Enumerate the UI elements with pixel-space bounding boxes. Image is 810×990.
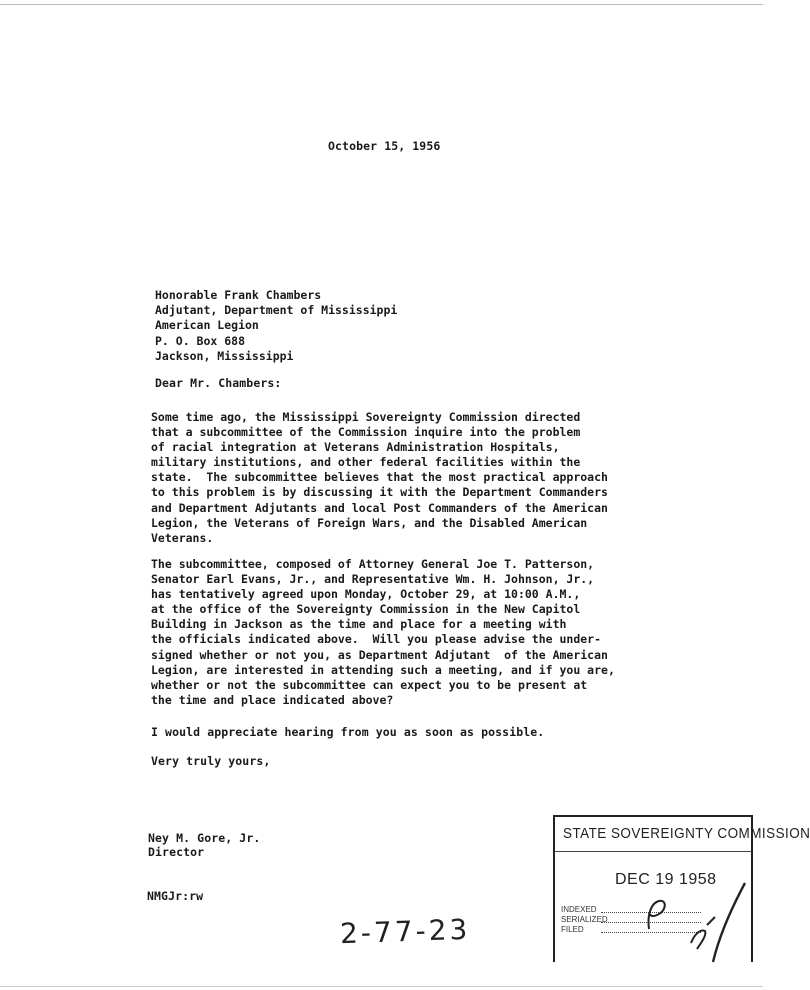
paragraph-line: Building in Jackson as the time and place for a meeting with <box>151 617 567 632</box>
paragraph-line: signed whether or not you, as Department Adjutant of the American <box>151 647 608 662</box>
stamp-title: STATE SOVEREIGNTY COMMISSION <box>563 825 810 842</box>
body-paragraph-2 <box>151 557 615 708</box>
address-line: P. O. Box 688 <box>155 333 246 348</box>
paragraph-line: military institutions, and other federal facilities within the <box>151 455 581 470</box>
paragraph-line: to this problem is by discussing it with the Department Commanders <box>151 485 608 500</box>
stamp-label-filed: FILED <box>561 925 584 934</box>
signer-name: Ney M. Gore, Jr. <box>148 831 261 845</box>
paragraph-line: that a subcommittee of the Commission inquire into the problem <box>151 425 581 440</box>
paragraph-line: at the office of the Sovereignty Commission in the New Capitol <box>151 602 581 617</box>
salutation: Dear Mr. Chambers: <box>155 376 282 390</box>
typist-initials: NMGJr:rw <box>147 889 204 903</box>
paragraph-line: Senator Earl Evans, Jr., and Representative Wm. H. Johnson, Jr., <box>151 572 595 587</box>
paragraph-line: whether or not the subcommittee can expect you to be present at <box>151 677 588 692</box>
complimentary-closing: Very truly yours, <box>151 754 271 768</box>
stamp-label-serialized: SERIALIZED <box>561 915 608 924</box>
paragraph-line: Some time ago, the Mississippi Sovereignty Commission directed <box>151 410 581 424</box>
paragraph-line: state. The subcommittee believes that the most practical approach <box>151 470 608 485</box>
body-paragraph-1 <box>151 410 608 546</box>
paragraph-line: of racial integration at Veterans Administration Hospitals, <box>151 440 560 455</box>
stamp-handwritten-marks-icon <box>555 817 751 962</box>
address-line: Jackson, Mississippi <box>155 348 294 363</box>
paragraph-line: Legion, the Veterans of Foreign Wars, and the Disabled American <box>151 515 588 530</box>
inside-address <box>155 288 397 364</box>
paragraph-line: the officials indicated above. Will you please advise the under- <box>151 632 602 647</box>
received-stamp <box>553 815 810 962</box>
letter-date: October 15, 1956 <box>328 139 441 153</box>
stamp-date: DEC 19 1958 <box>615 871 717 888</box>
handwritten-file-number: 2-77-23 <box>339 912 471 951</box>
paragraph-line: the time and place indicated above? <box>151 692 394 707</box>
address-line: Adjutant, Department of Mississippi <box>155 303 398 318</box>
stamp-label-indexed: INDEXED <box>561 905 597 914</box>
page-bottom-edge <box>0 986 763 987</box>
page-top-edge <box>0 4 763 5</box>
paragraph-line: has tentatively agreed upon Monday, October 29, at 10:00 A.M., <box>151 587 581 602</box>
address-line: Honorable Frank Chambers <box>155 288 322 302</box>
paragraph-line: and Department Adjutants and local Post Commanders of the American <box>151 500 608 515</box>
body-paragraph-3: I would appreciate hearing from you as soon as possible. <box>151 725 545 739</box>
paragraph-line: The subcommittee, composed of Attorney General Joe T. Patterson, <box>151 557 595 571</box>
signer-title: Director <box>148 845 205 859</box>
paragraph-line: Veterans. <box>151 530 214 545</box>
paragraph-line: Legion, are interested in attending such a meeting, and if you are, <box>151 662 615 677</box>
address-line: American Legion <box>155 318 259 333</box>
